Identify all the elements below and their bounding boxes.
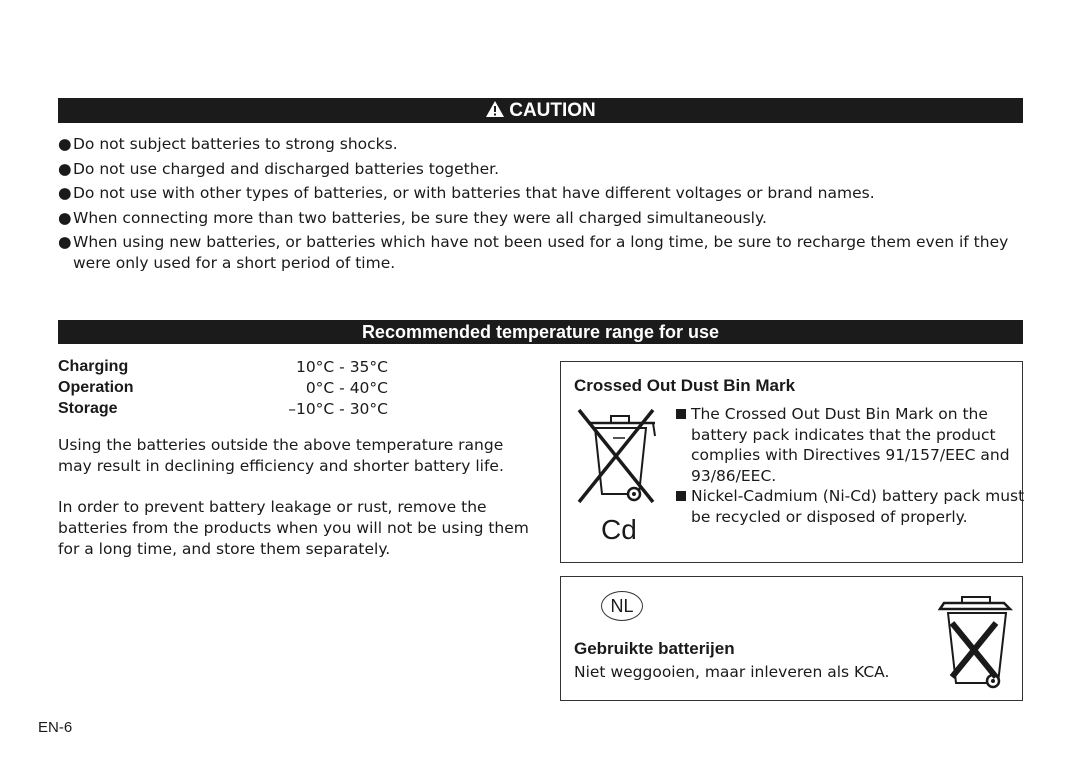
bullet-icon: ● <box>58 208 72 227</box>
caution-item-text: Do not use charged and discharged batteries together. <box>73 159 499 178</box>
dustbin-info-item <box>676 486 1031 527</box>
temp-label: Operation <box>58 379 134 396</box>
table-row <box>58 379 388 400</box>
cd-label: Cd <box>601 514 637 545</box>
temperature-table <box>58 358 388 421</box>
bullet-icon: ● <box>58 159 72 178</box>
temp-label: Charging <box>58 358 129 375</box>
nl-title: Gebruikte batterijen <box>574 639 735 658</box>
crossed-out-dustbin-icon <box>573 406 668 515</box>
nl-info-box <box>560 576 1023 701</box>
dustbin-info-box <box>560 361 1023 563</box>
caution-item-text: Do not use with other types of batteries, or with batteries that have different voltages or brand names. <box>73 184 875 202</box>
temperature-header <box>58 320 1023 344</box>
list-item <box>58 208 1028 229</box>
temp-value: 0°C - 40°C <box>305 379 388 397</box>
caution-item-text: When connecting more than two batteries, be sure they were all charged simultaneously. <box>73 208 767 227</box>
temp-value: –10°C - 30°C <box>288 400 388 418</box>
dustbin-info-text: The Crossed Out Dust Bin Mark on the battery pack indicates that the product complies with Directives 91/157/EEC and 93/86/EEC. <box>691 405 1010 485</box>
storage-advice-paragraph: In order to prevent battery leakage or rust, remove the batteries from the products when you will not be using them for a long time, and store them separately. <box>58 498 529 558</box>
caution-header <box>58 98 1023 123</box>
crossed-out-dustbin-icon <box>936 589 1016 693</box>
page-number: EN-6 <box>38 719 73 736</box>
list-item <box>58 183 1028 204</box>
bullet-icon: ● <box>58 233 72 251</box>
caution-list <box>58 134 1028 278</box>
dustbin-info-text: Nickel-Cadmium (Ni-Cd) battery pack must be recycled or disposed of properly. <box>691 487 1025 526</box>
dustbin-title: Crossed Out Dust Bin Mark <box>574 376 796 395</box>
bullet-icon: ● <box>58 135 72 153</box>
square-bullet-icon <box>676 409 686 419</box>
temp-value: 10°C - 35°C <box>295 358 388 376</box>
list-item <box>58 159 1028 180</box>
caution-item-text: When using new batteries, or batteries which have not been used for a long time, be sure to recharge them even if they were only used for a short period of time. <box>73 233 1009 272</box>
caution-item-text: Do not subject batteries to strong shocks. <box>73 135 398 153</box>
temperature-warning-paragraph: Using the batteries outside the above temperature range may result in declining efficiency and shorter battery life. <box>58 436 504 475</box>
list-item <box>58 134 1028 155</box>
table-row <box>58 400 388 421</box>
dustbin-info-item <box>676 404 1031 486</box>
square-bullet-icon <box>676 491 686 501</box>
list-item <box>58 232 1028 274</box>
warning-triangle-icon <box>485 100 505 125</box>
caution-title: CAUTION <box>509 100 596 121</box>
table-row <box>58 358 388 379</box>
nl-text: Niet weggooien, maar inleveren als KCA. <box>574 663 890 681</box>
temperature-title: Recommended temperature range for use <box>361 322 720 342</box>
nl-country-badge: NL <box>601 591 643 621</box>
temp-label: Storage <box>58 400 118 417</box>
bullet-icon: ● <box>58 184 72 202</box>
